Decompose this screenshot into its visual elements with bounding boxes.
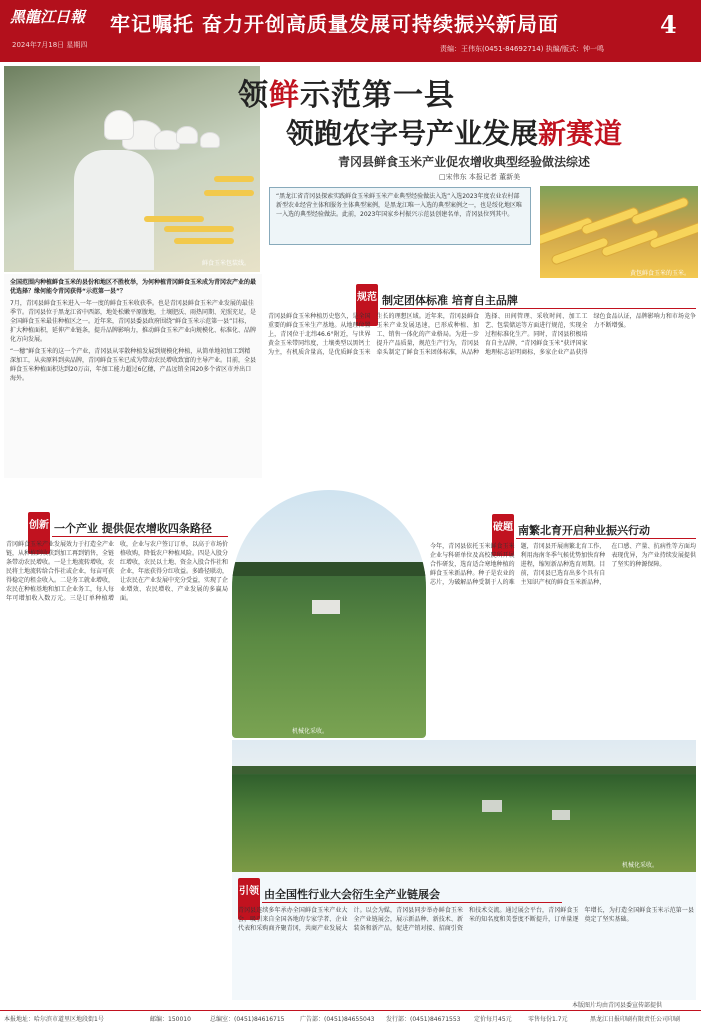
byline: □宋伟东 本报记者 董新美 bbox=[439, 173, 521, 181]
section-text-innovation: 青冈鲜食玉米产业发展效力于打造全产业链，从种植到收获到加工再到销售，全链条带动农民增收。一是土地流转增收，农民将土地流转给合作社或企业，每亩可获得稳定的租金收入。二是务工就业增收，农民在种植基地和加工企业务工，每人每年可增加收入数万元。三是订单种植增收，企业与农户签订订单，以高于市场价格收购，降低农户种植风险。四是入股分红增收，农民以土地、资金入股合作社和企业，年底获得分红收益。多路径联动，让农民在产业发展中充分受益，实现了企业增效、农民增收、产业发展的多赢局面。 bbox=[6, 541, 228, 602]
footer-newsroom: 总编室：(0451)84616715 bbox=[210, 1016, 285, 1023]
section-tag-innovation: 创新 bbox=[28, 512, 50, 554]
footer-distribution: 发行部：(0451)84671553 bbox=[386, 1016, 461, 1023]
masthead bbox=[0, 0, 701, 62]
page-headline: 牢记嘱托 奋力开创高质量发展可持续振兴新局面 bbox=[110, 12, 559, 36]
page-number: 4 bbox=[660, 10, 677, 39]
lead-box: “黑龙江省青冈县探索实践鲜食玉米鲜玉米产业典型经验做法入选”入选2023年度农业农村部新型农业经营主体和服务主体典型案例，是黑龙江唯一入选的典型案例之一，也是绥化地区唯一入选的典型经验做法。此前，2023年国家乡村振兴示范县创建名单，青冈县位列其中。 bbox=[269, 187, 531, 245]
corn-packing-photo bbox=[4, 66, 260, 272]
section-tag-norms: 规范 bbox=[356, 284, 378, 326]
intro-question: 全国范围内种植鲜食玉米的县份和地区不胜枚举，为何种植青冈鲜食玉米成为青冈农产业的最优选择？缘何能令青冈获得“示范第一县”？ bbox=[10, 279, 257, 295]
section-heading-innovation: 一个产业 提供促农增收四条路径 bbox=[54, 522, 212, 535]
intro-text bbox=[4, 274, 262, 478]
editor-credits: 责编：王伟东(0451-84692714) 执编/版式：钟一鸣 bbox=[440, 45, 605, 53]
intro-para2: “一穗”鲜食玉米的这一个产业，青冈县从零散种植发展到规模化种植，从简单地初加工到精深加工，从卖原料到卖品牌，青冈鲜食玉米已成为带动农民增收致富的主导产业。目前，全县鲜食玉米种植面积达到20万亩，年加工能力超过6亿穗，产品远销全国20多个省区市并出口海外。 bbox=[10, 348, 257, 382]
main-title-line1: 领鲜示范第一县 bbox=[238, 78, 455, 113]
section-tag-leading: 引领 bbox=[238, 878, 260, 920]
machine-harvest-photo bbox=[232, 740, 696, 872]
subtitle: 青冈县鲜食玉米产业促农增收典型经验做法综述 bbox=[338, 155, 591, 169]
bigfield-caption: 机械化采收。 bbox=[622, 862, 659, 869]
footer-printer: 黑龙江日报印刷有限责任公司印刷 bbox=[590, 1016, 681, 1023]
section-tag-breakthrough: 破题 bbox=[492, 514, 514, 556]
photo-credit: 本版图片均由青冈县委宣传部提供 bbox=[572, 1002, 663, 1009]
section-heading-breakthrough: 南繁北育开启种业振兴行动 bbox=[518, 524, 650, 537]
section-text-breakthrough: 今年，青冈县依托玉米鲜食玉米企业与科研单位及高校院所开展合作研发，选育适合寒地种植的鲜食玉米新品种。种子是农业的芯片，为破解品种受制于人的难题，青冈县开展南繁北育工作，利用海南冬季气候优势加快育种进程，缩短新品种选育周期。目前，青冈县已选育出多个具有自主知识产权的鲜食玉米新品种，在口感、产量、抗病性等方面均表现优异，为产业持续发展提供了坚实的种源保障。 bbox=[430, 543, 696, 586]
footer-address: 本报地址：哈尔滨市道里区地段街1号 bbox=[4, 1016, 104, 1023]
footer-price: 定价每月45元 bbox=[474, 1016, 512, 1023]
corn-caption: 黄包鲜食玉米的玉米。 bbox=[630, 270, 691, 277]
section-text-leading: 青冈县连续多年承办全国鲜食玉米产业大会，吸引来自全国各地的专家学者、企业代表和采购商齐聚青冈，共商产业发展大计。以会为媒，青冈县同步举办鲜食玉米全产业链展会，展示新品种、新技术、新装备和新产品，促进产销对接、招商引资和技术交流。通过展会平台，青冈鲜食玉米的知名度和美誉度不断提升，订单量逐年增长，为打造全国鲜食玉米示范第一县奠定了坚实基础。 bbox=[238, 907, 694, 932]
section-text-norms: 青冈县鲜食玉米种植历史悠久，是全国重要的鲜食玉米生产基地。从地理位置上，青冈位于北纬46.6°附近，与世界黄金玉米带同纬度，土壤类型以黑钙土为主，有机质含量高，是优质鲜食玉米生长的理想区域。近年来，青冈县鲜食玉米产业发展迅速，已形成种植、加工、销售一体化的产业格局。为进一步提升产品质量，规范生产行为，青冈县牵头制定了鲜食玉米团体标准，从品种选择、田间管理、采收时间、加工工艺、包装储运等方面进行规范，实现全过程标准化生产。同时，青冈县积极培育自主品牌，“青冈鲜食玉米”获评国家地理标志证明商标，多家企业产品获得绿色食品认证，品牌影响力和市场竞争力不断增强。 bbox=[268, 313, 696, 356]
newspaper-logo: 黑龍江日報 bbox=[10, 8, 86, 26]
issue-date: 2024年7月18日 星期四 bbox=[12, 41, 88, 49]
field-harvest-photo bbox=[232, 490, 426, 738]
footer-ad: 广告部：(0451)84655043 bbox=[300, 1016, 375, 1023]
section-heading-leading: 由全国性行业大会衍生全产业链展会 bbox=[264, 888, 440, 901]
section-heading-norms: 制定团体标准 培育自主品牌 bbox=[382, 294, 518, 307]
intro-para1: 7月，青冈县鲜食玉米进入一年一度的鲜食玉米收获季。也是青冈县鲜食玉米产业发展的最佳季节。青冈县位于黑龙江省中西部，地处松嫩平原腹地，土壤肥沃、雨热同期、光照充足，是全国鲜食玉米最佳种植区之一。近年来，青冈县委县政府围绕“鲜食玉米示范第一县”目标，扩大种植面积，延伸产业链条，提升品牌影响力，推动鲜食玉米产业向规模化、标准化、品牌化方向发展。 bbox=[10, 300, 257, 343]
corn-photo bbox=[540, 186, 698, 278]
footer-retail: 零售每份1.7元 bbox=[528, 1016, 568, 1023]
main-title-line2: 领跑农字号产业发展新赛道 bbox=[286, 117, 623, 150]
footer bbox=[0, 1010, 701, 1024]
footer-zip: 邮编：150010 bbox=[150, 1016, 191, 1023]
field-caption: 机械化采收。 bbox=[292, 728, 329, 735]
photo-caption: 鲜食玉米包装线。 bbox=[202, 260, 251, 267]
